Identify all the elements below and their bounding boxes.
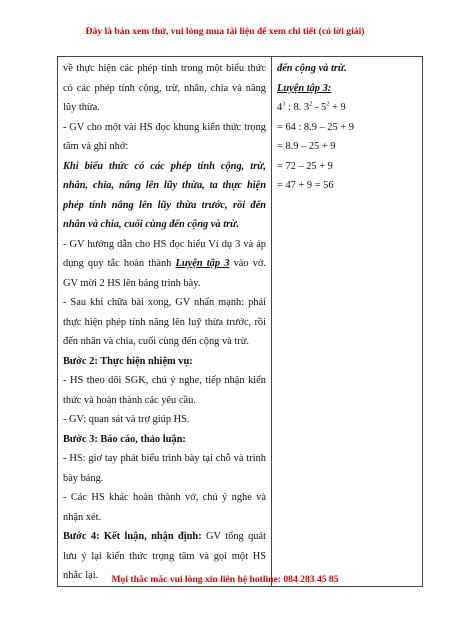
step-2-title: Bước 2: Thực hiện nhiệm vụ: [63, 355, 193, 367]
step-3-item-1: - HS: giơ tay phát biểu trình bày tại chỗ và trình bày bảng. [63, 453, 266, 484]
expr-exponent-2: 2 [309, 100, 313, 108]
step-3-title: Bước 3: Báo cáo, thảo luận: [63, 433, 186, 445]
expr-exponent-3: 2 [326, 100, 330, 108]
rule-box-text: Khi biểu thức có các phép tính cộng, trừ, nhân, chia, nâng lên lũy thừa, ta thực hiện phép tính nâng lên lũy thừa trước, rồi đến nhân và chia, cuối cùng đến cộng và trừ. [63, 160, 266, 230]
solution-step-3: = 72 – 25 + 9 [277, 160, 333, 172]
instruction-paragraph: - GV cho một vài HS đọc khung kiến thức trọng tâm và ghi nhớ: [63, 121, 266, 152]
hotline-footer: Mọi thắc mắc vui lòng xin liên hệ hotline: 084 283 45 85 [111, 574, 339, 585]
emphasis-paragraph: - Sau khi chữa bài xong, GV nhấn mạnh: phải thực hiện phép tính nâng lên luỹ thừa trước, rồi đến nhân và chia, cuối cùng đến cộng và trừ. [63, 297, 266, 347]
intro-paragraph: về thực hiện các phép tính trong một biểu thức có các phép tính cộng, trừ, nhân, chia và nâng lũy thừa. [63, 63, 266, 113]
solution-result: = 47 + 9 = 56 [277, 180, 334, 191]
expr-base: 4 [277, 102, 283, 113]
example-guidance-paragraph [63, 235, 266, 294]
step-4-text: GV tổng quát lưu ý lại kiến thức trọng tâm và gọi một HS nhắc lại. [63, 531, 266, 581]
step-2-item-1: - HS theo dõi SGK, chú ý nghe, tiếp nhận kiến thức và hoàn thành các yêu cầu. [63, 375, 266, 406]
expr-minus: - 5 [312, 102, 327, 113]
preview-banner: Đây là bản xem thử, vui lòng mua tài liệu để xem chi tiết (có lời giải) [85, 26, 365, 37]
practice-3-reference: Luyện tập 3 [175, 258, 230, 269]
expr-exponent-1: 3 [282, 100, 286, 108]
student-products-cell [272, 57, 423, 587]
solution-step-1: = 64 : 8.9 – 25 + 9 [277, 121, 354, 133]
solution-step-2: = 8.9 – 25 + 9 [277, 141, 336, 152]
step-2-item-2: - GV: quan sát và trợ giúp HS. [63, 414, 190, 425]
example-guidance-tail: vào vở. GV mời 2 HS lên bảng trình bày. [63, 258, 267, 289]
example-guidance-text: - GV hướng dẫn cho HS đọc hiểu Ví dụ 3 và áp dụng quy tắc hoàn thành [63, 238, 266, 269]
expr-tail: + 9 [329, 102, 346, 113]
practice-expression [277, 98, 417, 118]
practice-3-title: Luyện tập 3: [277, 82, 332, 94]
step-3-item-2: - Các HS khác hoàn thành vở, chú ý nghe và nhận xét. [63, 492, 266, 523]
step-4-title: Bước 4: Kết luận, nhận định: [63, 531, 202, 542]
teacher-activities-cell [58, 57, 272, 587]
expr-middle: : 8. 3 [285, 102, 310, 113]
lesson-table [57, 56, 423, 587]
continued-rule-text: đến cộng và trừ. [277, 63, 347, 74]
